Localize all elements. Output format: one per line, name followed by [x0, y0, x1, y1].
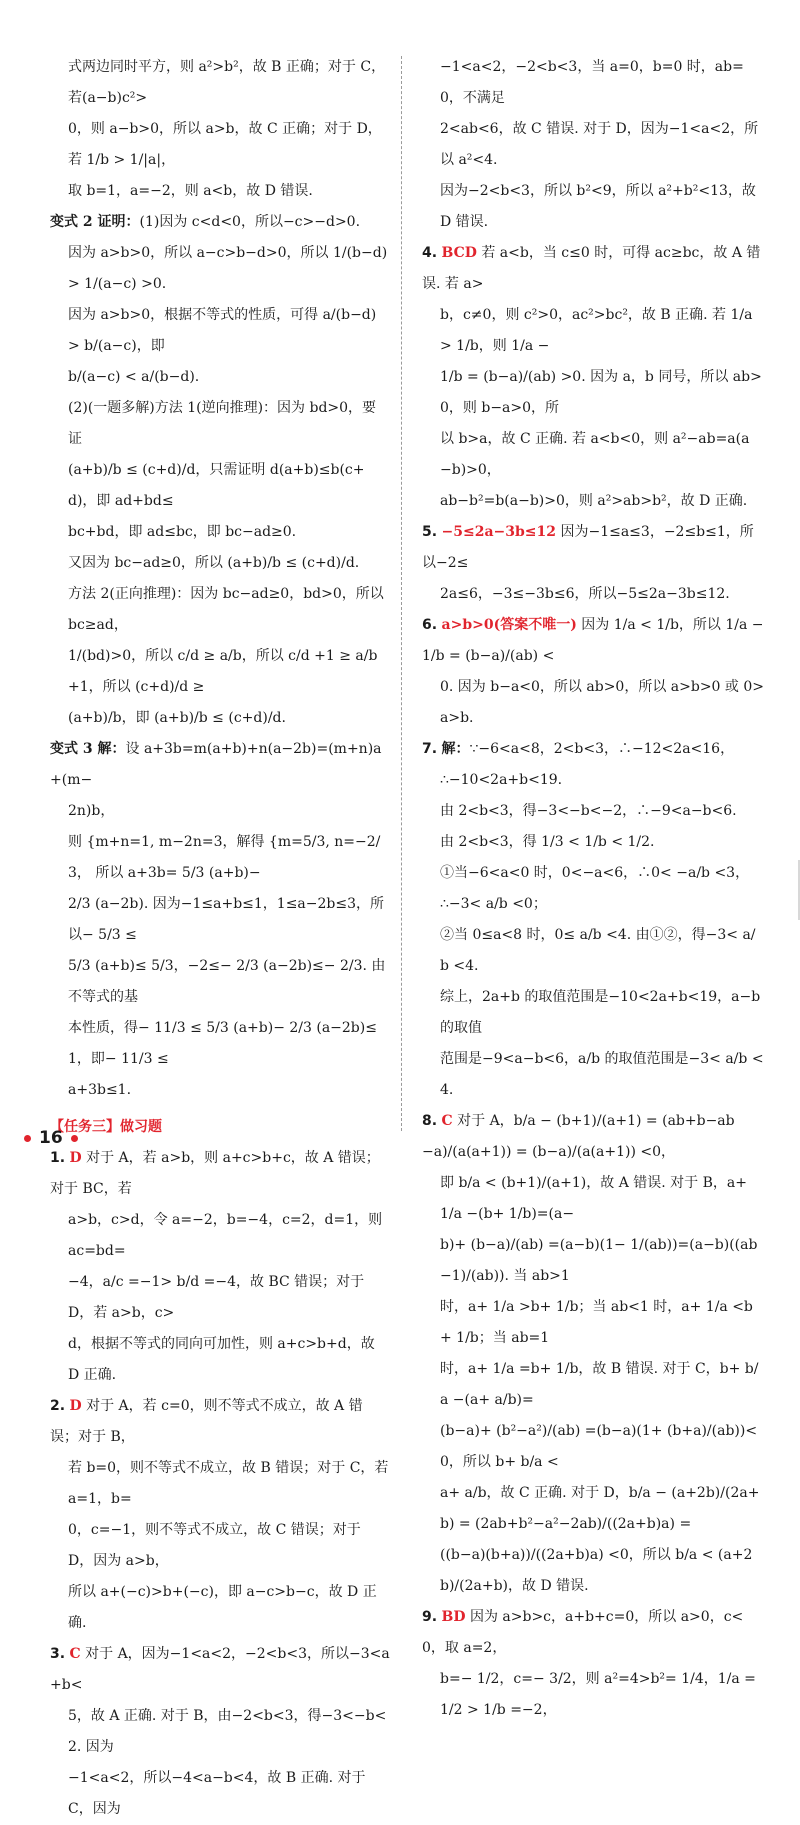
- answer-key: D: [69, 1150, 82, 1166]
- line-text: 0，c=−1，则不等式不成立，故 C 错误；对于 D，因为 a>b，: [68, 1522, 361, 1569]
- line-text: 范围是−9<a−b<6，a/b 的取值范围是−3< a/b <4.: [440, 1051, 764, 1098]
- text-line: [422, 1292, 764, 1354]
- line-text: 2a≤6，−3≤−3b≤6，所以−5≤2a−3b≤12.: [440, 586, 730, 602]
- line-text: 以 b>a，故 C 正确. 若 a<b<0，则 a²−ab=a(a−b)>0，: [440, 431, 750, 478]
- text-line: [50, 362, 390, 393]
- line-text: −1<a<2，−2<b<3，当 a=0，b=0 时，ab=0，不满足: [440, 59, 744, 106]
- text-line: [50, 951, 390, 1013]
- line-text: 因为 a>b>0，所以 a−c>b−d>0，所以 1/(b−d) > 1/(a−c) >0.: [68, 245, 388, 292]
- line-text: 方法 2(正向推理)：因为 bc−ad≥0，bd>0，所以 bc≥ad，: [68, 586, 384, 633]
- text-line: [50, 1143, 390, 1205]
- text-line: [422, 734, 764, 765]
- text-line: [422, 796, 764, 827]
- line-text: 则 {m+n=1, m−2n=3，解得 {m=5/3, n=−2/3， 所以 a+3b= 5/3 (a+b)−: [68, 834, 381, 881]
- line-text: 综上，2a+b 的取值范围是−10<2a+b<19，a−b 的取值: [440, 989, 761, 1036]
- text-line: [50, 889, 390, 951]
- answer-key: BD: [441, 1609, 466, 1625]
- task-heading: [50, 1112, 390, 1143]
- line-text: 对于 A，若 a>b，则 a+c>b+c，故 A 错误；对于 BC，若: [50, 1150, 380, 1197]
- line-text: ①当−6<a<0 时，0<−a<6，∴0< −a/b <3，: [440, 865, 750, 881]
- line-text: 本性质，得− 11/3 ≤ 5/3 (a+b)− 2/3 (a−2b)≤1，即− 11/3 ≤: [68, 1020, 377, 1067]
- text-line: [50, 641, 390, 703]
- text-line: [422, 1106, 764, 1168]
- line-text: ∴−10<2a+b<19.: [440, 772, 563, 788]
- line-text: 设 a+3b=m(a+b)+n(a−2b)=(m+n)a+(m−: [50, 741, 382, 788]
- text-line: [422, 1664, 764, 1726]
- line-text: ab−b²=b(a−b)>0，则 a²>ab>b²，故 D 正确.: [440, 493, 748, 509]
- text-line: [422, 1416, 764, 1478]
- text-line: [50, 1329, 390, 1391]
- answer-key: C: [441, 1113, 453, 1129]
- line-text: b，c≠0，则 c²>0，ac²>bc²，故 B 正确. 若 1/a > 1/b，则 1/a −: [440, 307, 753, 354]
- section-label: 解：: [441, 741, 470, 757]
- line-text: 若 b=0，则不等式不成立，故 B 错误；对于 C，若 a=1，b=: [68, 1460, 389, 1507]
- text-line: [422, 920, 764, 982]
- text-line: [50, 579, 390, 641]
- column-divider: [401, 56, 402, 1131]
- line-text: 即 b/a < (b+1)/(a+1)，故 A 错误. 对于 B，a+ 1/a −(b+ 1/b)=(a−: [440, 1175, 747, 1222]
- line-text: 5/3 (a+b)≤ 5/3，−2≤− 2/3 (a−2b)≤− 2/3. 由不等式的基: [68, 958, 386, 1005]
- question-number: 4.: [422, 245, 438, 261]
- line-text: bc+bd，即 ad≤bc，即 bc−ad≥0.: [68, 524, 297, 540]
- text-line: [422, 52, 764, 114]
- text-line: [422, 1230, 764, 1292]
- text-line: [50, 238, 390, 300]
- answer-key: BCD: [441, 245, 477, 261]
- line-text: 时，a+ 1/a >b+ 1/b；当 ab<1 时，a+ 1/a <b+ 1/b；当 ab=1: [440, 1299, 753, 1346]
- line-text: 0，则 a−b>0，所以 a>b，故 C 正确；对于 D，若 1/b > 1/|a|，: [68, 121, 382, 168]
- text-line: [50, 1453, 390, 1515]
- line-text: (2)(一题多解)方法 1(逆向推理)：因为 bd>0，要证: [68, 400, 377, 447]
- text-line: [422, 765, 764, 796]
- text-line: [50, 1763, 390, 1825]
- text-line: [50, 827, 390, 889]
- line-text: ((b−a)(b+a))/((2a+b)a) <0，所以 b/a < (a+2b)/(2a+b)，故 D 错误.: [440, 1547, 753, 1594]
- text-line: [422, 1044, 764, 1106]
- text-line: [422, 703, 764, 734]
- question-number: 5.: [422, 524, 438, 540]
- text-line: [50, 300, 390, 362]
- text-line: [422, 362, 764, 424]
- text-line: [50, 1075, 390, 1106]
- line-text: ∵−6<a<8，2<b<3，∴−12<2a<16，: [469, 741, 735, 757]
- text-line: [422, 1354, 764, 1416]
- text-line: [422, 1478, 764, 1540]
- line-text: 2/3 (a−2b). 因为−1≤a+b≤1，1≤a−2b≤3，所以− 5/3 ≤: [68, 896, 385, 943]
- text-line: [50, 52, 390, 114]
- text-line: [50, 393, 390, 455]
- text-line: [50, 734, 390, 796]
- text-line: [422, 889, 764, 920]
- text-line: [422, 1602, 764, 1664]
- line-text: b=− 1/2，c=− 3/2，则 a²=4>b²= 1/4，1/a = 1/2 > 1/b =−2，: [440, 1671, 756, 1718]
- question-number: 2.: [50, 1398, 66, 1414]
- line-text: a+3b≤1.: [68, 1082, 132, 1098]
- line-text: 对于 A，若 c=0，则不等式不成立，故 A 错误；对于 B，: [50, 1398, 363, 1445]
- text-line: [50, 796, 390, 827]
- question-number: 6.: [422, 617, 438, 633]
- section-label: 变式 3 解：: [50, 741, 126, 757]
- text-line: [422, 610, 764, 672]
- line-text: 因为−2<b<3，所以 b²<9，所以 a²+b²<13，故 D 错误.: [440, 183, 756, 230]
- line-text: (a+b)/b ≤ (c+d)/d，只需证明 d(a+b)≤b(c+d)，即 ad+bd≤: [68, 462, 365, 509]
- text-line: [50, 207, 390, 238]
- line-text: 1/(bd)>0，所以 c/d ≥ a/b，所以 c/d +1 ≥ a/b +1，所以 (c+d)/d ≥: [68, 648, 378, 695]
- line-text: 因为 a>b>0，根据不等式的性质，可得 a/(b−d) > b/(a−c)，即: [68, 307, 377, 354]
- text-line: [422, 176, 764, 238]
- text-line: [50, 1013, 390, 1075]
- answer-key: −5≤2a−3b≤12: [441, 524, 557, 540]
- text-line: [422, 424, 764, 486]
- text-line: [422, 300, 764, 362]
- line-text: 时，a+ 1/a =b+ 1/b，故 B 错误. 对于 C，b+ b/a −(a+ a/b)=: [440, 1361, 759, 1408]
- left-column: [50, 52, 390, 1825]
- answer-key: D: [69, 1398, 82, 1414]
- line-text: 由 2<b<3，得 1/3 < 1/b < 1/2.: [440, 834, 655, 850]
- line-text: ②当 0≤a<8 时，0≤ a/b <4. 由①②，得−3< a/b <4.: [440, 927, 756, 974]
- text-line: [50, 703, 390, 734]
- text-line: [50, 517, 390, 548]
- line-text: d，根据不等式的同向可加性，则 a+c>b+d，故 D 正确.: [68, 1336, 375, 1383]
- line-text: 所以 a+(−c)>b+(−c)，即 a−c>b−c，故 D 正确.: [68, 1584, 377, 1631]
- line-text: 5，故 A 正确. 对于 B，由−2<b<3，得−3<−b<2. 因为: [68, 1708, 387, 1755]
- text-line: [422, 1168, 764, 1230]
- text-line: [422, 982, 764, 1044]
- text-line: [422, 517, 764, 579]
- line-text: (1)因为 c<d<0，所以−c>−d>0.: [139, 214, 361, 230]
- question-number: 7.: [422, 741, 438, 757]
- text-line: [50, 455, 390, 517]
- answer-key: C: [69, 1646, 81, 1662]
- answer-key: a>b>0(答案不唯一): [441, 617, 577, 633]
- line-text: −1<a<2，所以−4<a−b<4，故 B 正确. 对于 C，因为: [68, 1770, 366, 1817]
- text-line: [422, 858, 764, 889]
- question-number: 9.: [422, 1609, 438, 1625]
- line-text: 取 b=1，a=−2，则 a<b，故 D 错误.: [68, 183, 313, 199]
- text-line: [50, 1205, 390, 1267]
- line-text: 因为−1≤a≤3，−2≤b≤1，所以−2≤: [422, 524, 754, 571]
- line-text: 因为 1/a < 1/b，所以 1/a − 1/b = (b−a)/(ab) <: [422, 617, 764, 664]
- line-text: 若 a<b，当 c≤0 时，可得 ac≥bc，故 A 错误. 若 a>: [422, 245, 761, 292]
- text-line: [422, 579, 764, 610]
- text-line: [422, 827, 764, 858]
- page-number: 16: [39, 1128, 63, 1148]
- text-line: [422, 672, 764, 703]
- text-line: [50, 1267, 390, 1329]
- line-text: 1/b = (b−a)/(ab) >0. 因为 a，b 同号，所以 ab>0，则 b−a>0，所: [440, 369, 762, 416]
- text-line: [50, 114, 390, 176]
- line-text: a>b，c>d，令 a=−2，b=−4，c=2，d=1，则 ac=bd=: [68, 1212, 383, 1259]
- footer-dot-left: [24, 1135, 31, 1142]
- text-line: [422, 1540, 764, 1602]
- line-text: −4，a/c =−1> b/d =−4，故 BC 错误；对于 D，若 a>b，c>: [68, 1274, 365, 1321]
- text-line: [422, 114, 764, 176]
- line-text: 2<ab<6，故 C 错误. 对于 D，因为−1<a<2，所以 a²<4.: [440, 121, 759, 168]
- line-text: a>b.: [440, 710, 474, 726]
- line-text: (a+b)/b，即 (a+b)/b ≤ (c+d)/d.: [68, 710, 286, 726]
- line-text: (b−a)+ (b²−a²)/(ab) =(b−a)(1+ (b+a)/(ab))<0，所以 b+ b/a <: [440, 1423, 758, 1470]
- text-line: [50, 1391, 390, 1453]
- line-text: ∴−3< a/b <0；: [440, 896, 547, 912]
- line-text: a+ a/b，故 C 正确. 对于 D，b/a − (a+2b)/(2a+b) = (2ab+b²−a²−2ab)/((2a+b)a) =: [440, 1485, 760, 1532]
- page-footer: [24, 1128, 78, 1148]
- line-text: 2n)b，: [68, 803, 115, 819]
- line-text: 由 2<b<3，得−3<−b<−2，∴−9<a−b<6.: [440, 803, 737, 819]
- question-number: 8.: [422, 1113, 438, 1129]
- question-number: 3.: [50, 1646, 66, 1662]
- text-line: [50, 548, 390, 579]
- text-line: [50, 176, 390, 207]
- line-text: 因为 a>b>c，a+b+c=0，所以 a>0，c<0，取 a=2，: [422, 1609, 744, 1656]
- line-text: b)+ (b−a)/(ab) =(a−b)(1− 1/(ab))=(a−b)((ab−1)/(ab)). 当 ab>1: [440, 1237, 758, 1284]
- line-text: 式两边同时平方，则 a²>b²，故 B 正确；对于 C，若(a−b)c²>: [68, 59, 386, 106]
- line-text: b/(a−c) < a/(b−d).: [68, 369, 200, 385]
- text-line: [50, 1639, 390, 1701]
- line-text: 对于 A，因为−1<a<2，−2<b<3，所以−3<a+b<: [50, 1646, 390, 1693]
- section-label: 变式 2 证明：: [50, 214, 140, 230]
- line-text: 【任务三】做习题: [50, 1119, 162, 1135]
- text-line: [50, 1701, 390, 1763]
- line-text: 对于 A，b/a − (b+1)/(a+1) = (ab+b−ab−a)/(a(a+1)) = (b−a)/(a(a+1)) <0，: [422, 1113, 735, 1160]
- text-line: [50, 1515, 390, 1577]
- line-text: 0. 因为 b−a<0，所以 ab>0，所以 a>b>0 或 0>: [440, 679, 764, 695]
- right-column: [422, 52, 764, 1726]
- text-line: [50, 1577, 390, 1639]
- footer-dot-right: [71, 1135, 78, 1142]
- text-line: [422, 486, 764, 517]
- question-number: 1.: [50, 1150, 66, 1166]
- text-line: [422, 238, 764, 300]
- line-text: 又因为 bc−ad≥0，所以 (a+b)/b ≤ (c+d)/d.: [68, 555, 360, 571]
